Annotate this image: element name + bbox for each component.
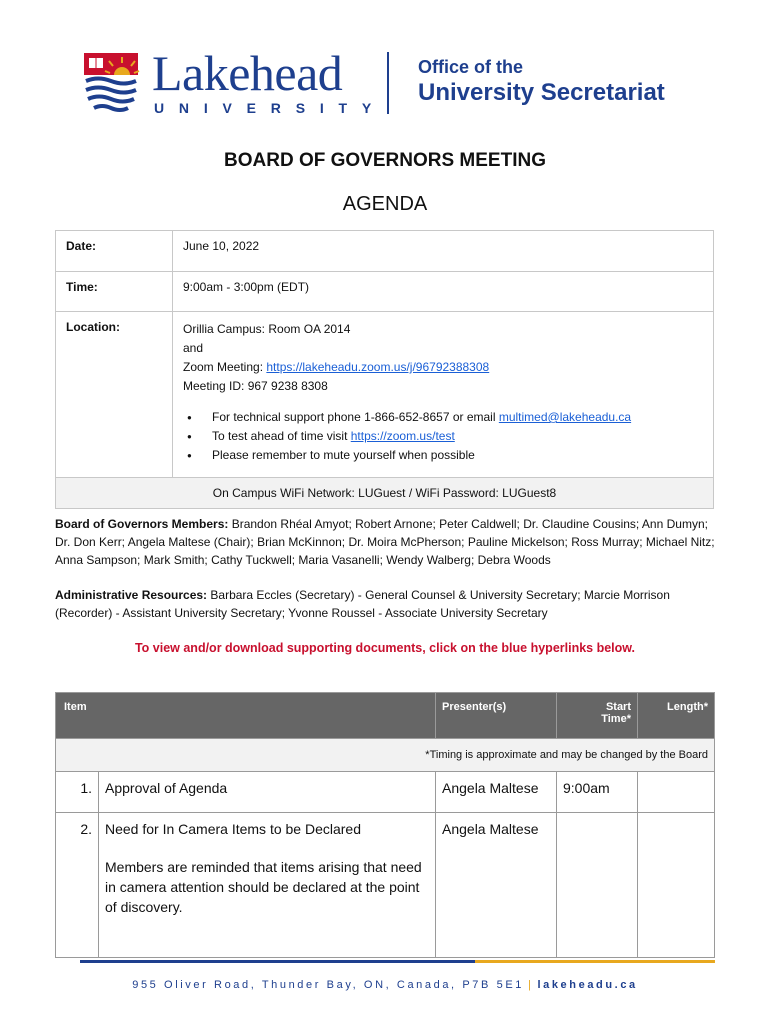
wordmark-university: UNIVERSITY — [154, 100, 387, 116]
board-members-label: Board of Governors Members: — [55, 517, 229, 531]
col-item-header: Item — [56, 693, 436, 739]
agenda-item-start: 9:00am — [557, 772, 638, 813]
date-label: Date: — [56, 231, 173, 272]
administrative-resources — [55, 586, 715, 622]
agenda-header-row — [56, 693, 715, 739]
wordmark-lakehead: Lakehead — [152, 45, 343, 101]
wordmark — [152, 45, 387, 116]
board-members-list: Brandon Rhéal Amyot; Robert Arnone; Peter Caldwell; Dr. Claudine Cousins; Ann Dumyn; Dr. Don Kerr; Angela Maltese (Chair); Brian McKinnon; Dr. Moira McPherson; Pauline Mickelson; Ross Murray; Michael Nitz; Anna Sampson; Mark Smith; Cathy Tuckwell; Maria Vasanelli; Wendy Walberg; Debra Woods — [55, 517, 715, 567]
date-row — [56, 231, 714, 272]
support-test-text: To test ahead of time visit — [212, 429, 351, 443]
hyperlink-notice: To view and/or download supporting documents, click on the blue hyperlinks below. — [134, 641, 636, 655]
col-start-line1: Start — [605, 701, 631, 713]
col-start-line2: Time* — [601, 713, 631, 725]
support-item-test — [201, 427, 703, 446]
footer-bar-blue — [80, 960, 475, 963]
meeting-id: Meeting ID: 967 9238 8308 — [183, 379, 328, 393]
agenda-item-title: Approval of Agenda — [99, 772, 436, 813]
agenda-item-presenter: Angela Maltese — [436, 772, 557, 813]
location-label: Location: — [56, 312, 173, 478]
agenda-row — [56, 813, 715, 958]
support-item-mute: ● Please remember to mute yourself when possible — [201, 446, 703, 465]
agenda-table — [55, 692, 715, 958]
location-value — [173, 312, 714, 478]
time-row — [56, 272, 714, 312]
office-line-2: University Secretariat — [418, 79, 665, 106]
agenda-item-start — [557, 813, 638, 958]
letterhead — [78, 45, 698, 118]
col-presenter-header: Presenter(s) — [436, 693, 557, 739]
zoom-meeting-link[interactable]: https://lakeheadu.zoom.us/j/96792388308 — [266, 360, 490, 374]
location-and: and — [183, 341, 204, 355]
support-email-link[interactable]: multimed@lakeheadu.ca — [498, 410, 632, 424]
agenda-item-cell — [99, 813, 436, 958]
zoom-meeting-line — [183, 358, 703, 377]
zoom-prefix: Zoom Meeting: — [183, 360, 267, 374]
time-value: 9:00am - 3:00pm (EDT) — [173, 272, 714, 312]
col-start-header — [557, 693, 638, 739]
admin-resources-list: Barbara Eccles (Secretary) - General Counsel & University Secretary; Marcie Morrison (Recorder) - Assistant University Secretary; Yvonne Roussel - Associate University Secretary — [55, 588, 670, 620]
zoom-test-link[interactable]: https://zoom.us/test — [350, 429, 455, 443]
office-name — [418, 56, 665, 108]
admin-resources-label: Administrative Resources: — [55, 588, 208, 602]
agenda-item-length — [638, 772, 715, 813]
agenda-item-description: Members are reminded that items arising that need in camera attention should be declared at the point of discovery. — [105, 859, 422, 915]
timing-note-row — [56, 739, 715, 772]
meeting-title: BOARD OF GOVERNORS MEETING — [224, 150, 546, 171]
office-line-1: Office of the — [418, 57, 524, 77]
support-phone-text: For technical support phone 1-866-652-8657 or email — [212, 410, 499, 424]
agenda-item-length — [638, 813, 715, 958]
agenda-item-number: 1. — [56, 772, 99, 813]
time-label: Time: — [56, 272, 173, 312]
meeting-info-table — [55, 230, 714, 509]
footer-bar-gold — [475, 960, 715, 963]
col-length-header: Length* — [638, 693, 715, 739]
location-room: Orillia Campus: Room OA 2014 — [183, 322, 351, 336]
wifi-info: On Campus WiFi Network: LUGuest / WiFi Password: LUGuest8 — [56, 478, 714, 509]
university-crest-logo — [78, 51, 144, 117]
timing-note: *Timing is approximate and may be changed by the Board — [56, 739, 715, 772]
wifi-row — [56, 478, 714, 509]
agenda-row — [56, 772, 715, 813]
support-list — [183, 408, 703, 465]
footer-address — [0, 979, 770, 991]
location-row — [56, 312, 714, 478]
support-item-phone — [201, 408, 703, 427]
agenda-item-presenter: Angela Maltese — [436, 813, 557, 958]
footer-website: lakeheadu.ca — [537, 979, 638, 991]
agenda-title: AGENDA — [342, 193, 428, 215]
agenda-item-number: 2. — [56, 813, 99, 958]
footer-separator: | — [528, 979, 534, 991]
board-members — [55, 515, 715, 569]
footer-address-text: 955 Oliver Road, Thunder Bay, ON, Canada, P7B 5E1 — [132, 979, 524, 991]
date-value: June 10, 2022 — [173, 231, 714, 272]
agenda-item-title: Need for In Camera Items to be Declared — [105, 821, 362, 837]
header-divider — [387, 52, 389, 114]
